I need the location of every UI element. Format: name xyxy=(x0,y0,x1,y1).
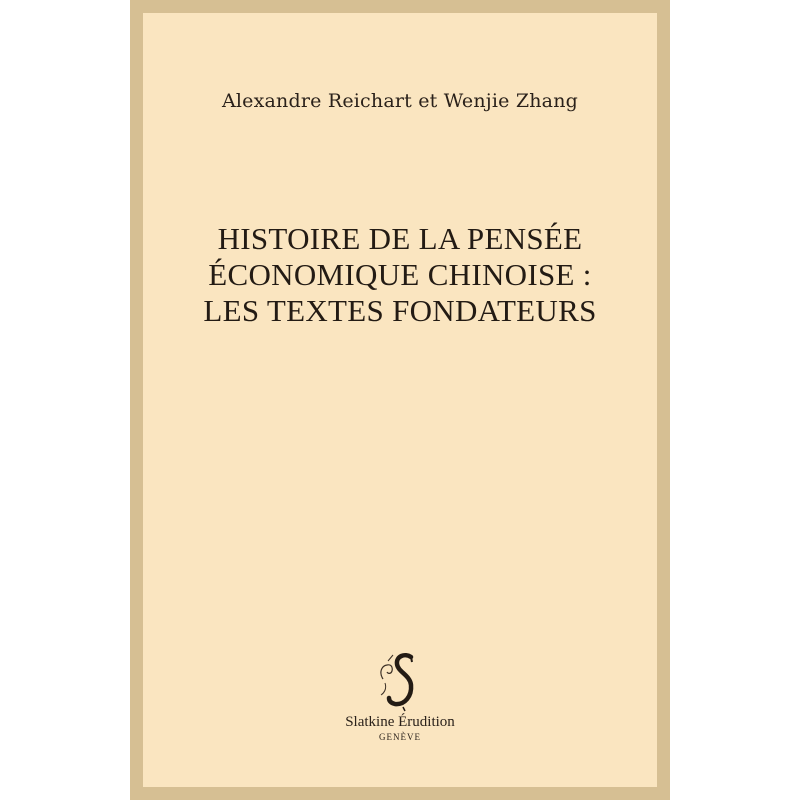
publisher-s-monogram-icon xyxy=(375,649,425,713)
publisher-block xyxy=(143,649,657,743)
title-line: LES TEXTES FONDATEURS xyxy=(203,293,597,328)
cover-panel xyxy=(143,13,657,787)
publisher-city: GENÈVE xyxy=(379,732,421,742)
book-cover xyxy=(130,0,670,800)
publisher-name: Slatkine Érudition xyxy=(345,714,455,730)
title-line: ÉCONOMIQUE CHINOISE : xyxy=(208,257,592,292)
title-line: HISTOIRE DE LA PENSÉE xyxy=(217,221,583,256)
book-title xyxy=(143,221,657,329)
book-authors: Alexandre Reichart et Wenjie Zhang xyxy=(221,90,579,112)
